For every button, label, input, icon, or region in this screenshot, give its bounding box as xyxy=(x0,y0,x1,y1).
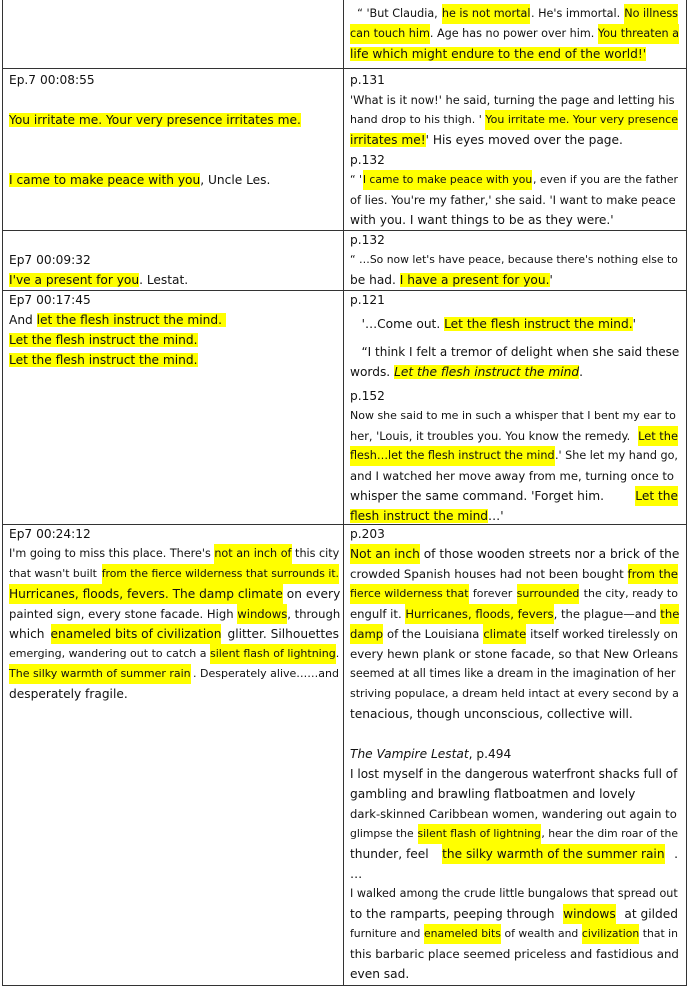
highlighted-text: You irritate me. Your very presence irritates me. xyxy=(9,113,301,127)
highlighted-text: the silky warmth of the summer rain xyxy=(442,844,664,864)
text-line xyxy=(350,564,678,584)
text-line xyxy=(350,604,678,624)
row1-show-cell xyxy=(9,70,339,190)
page-reference: , p.494 xyxy=(468,747,512,761)
text-segment: dark-skinned Caribbean women, wandering out again to xyxy=(350,807,677,821)
text-segment: I walked among the crude little bungalows that spread out xyxy=(350,887,678,900)
text-segment: . Lestat. xyxy=(139,273,189,287)
text-line xyxy=(9,350,339,370)
highlighted-text: No illness xyxy=(624,4,678,24)
highlighted-text: flesh instruct the mind xyxy=(350,509,489,523)
text-line xyxy=(9,624,339,644)
text-line xyxy=(350,110,678,130)
highlighted-text: windows xyxy=(237,604,287,624)
text-segment: painted sign, every stone facade. High xyxy=(9,607,238,621)
text-line xyxy=(9,684,339,704)
text-line xyxy=(350,644,678,664)
text-segment: of wealth and xyxy=(501,927,582,940)
text-line xyxy=(9,544,339,564)
text-line xyxy=(350,784,678,804)
episode-timestamp: Ep.7 00:08:55 xyxy=(9,73,95,87)
text-segment: And xyxy=(9,313,37,327)
text-segment: that wasn't built xyxy=(9,567,101,580)
page-reference: p.132 xyxy=(350,153,385,167)
highlighted-text: Let the flesh instruct the mind. xyxy=(9,333,198,347)
text-segment: emerging, wandering out to catch a xyxy=(9,647,210,660)
highlighted-text: fierce wilderness that xyxy=(350,584,469,604)
text-segment: “ 'But Claudia, xyxy=(350,7,442,20)
text-line xyxy=(350,314,678,334)
row4-book-cell xyxy=(350,524,678,984)
text-line xyxy=(350,884,678,904)
highlighted-text: You irritate me. Your very presence xyxy=(485,110,678,130)
highlighted-text: I came to make peace with you xyxy=(363,170,532,190)
highlighted-text: I've a present for you xyxy=(9,273,140,287)
text-segment: of lies. You're my father,' she said. 'I want to make peace xyxy=(350,193,676,207)
text-segment: gambling and brawling flatboatmen and lovely xyxy=(350,787,636,801)
text-segment: Now she said to me in such a whisper that I bent my ear to xyxy=(350,409,676,422)
show-quote xyxy=(9,110,339,130)
text-segment: “ …So now let's have peace, because there's nothing else to xyxy=(350,253,678,266)
text-segment: striving populace, a dream held intact at every second by a xyxy=(350,687,679,700)
show-quote xyxy=(9,544,339,704)
text-segment: ' xyxy=(632,317,636,331)
text-line xyxy=(350,90,678,110)
text-segment: words. xyxy=(350,365,395,379)
text-line xyxy=(350,544,678,564)
text-segment: … xyxy=(350,867,363,881)
page-reference: p.131 xyxy=(350,73,385,87)
text-line xyxy=(350,764,678,784)
text-segment: of the Louisiana xyxy=(383,627,484,641)
text-segment: . xyxy=(674,847,678,861)
highlighted-text: flesh…let the flesh instruct the mind xyxy=(350,446,555,466)
text-segment: furniture and xyxy=(350,927,424,940)
text-line xyxy=(9,644,339,664)
book-passage xyxy=(350,90,678,150)
highlighted-text: Hurricanes, floods, fevers xyxy=(405,604,553,624)
text-segment: …' xyxy=(488,509,504,523)
show-quote xyxy=(9,170,339,190)
highlighted-text: enameled bits of civilization xyxy=(51,624,222,644)
row4-show-cell xyxy=(9,524,339,704)
text-line xyxy=(350,446,678,466)
text-line xyxy=(9,564,339,584)
book-passage xyxy=(350,544,678,724)
text-line xyxy=(350,704,678,724)
text-segment: on every xyxy=(282,587,341,601)
source-reference xyxy=(350,744,678,764)
text-line xyxy=(350,664,678,684)
text-segment: ' xyxy=(549,273,553,287)
text-segment: ' His eyes moved over the page. xyxy=(425,133,623,147)
text-segment: .' She let my hand go, xyxy=(554,449,678,462)
text-segment: , through xyxy=(287,607,341,621)
book-passage xyxy=(350,342,678,382)
highlighted-text: can touch him xyxy=(350,24,430,44)
text-line xyxy=(350,486,678,506)
show-quote xyxy=(9,270,339,290)
highlighted-text: You threaten a xyxy=(598,24,679,44)
book-passage xyxy=(350,406,678,526)
source-title: The Vampire Lestat xyxy=(350,747,469,761)
text-line xyxy=(350,426,678,446)
row3-book-cell xyxy=(350,290,678,526)
highlighted-text: he is not mortal xyxy=(442,4,531,24)
text-line xyxy=(350,130,678,150)
book-passage xyxy=(350,170,678,230)
table-border-left xyxy=(2,0,3,986)
text-line xyxy=(350,624,678,644)
text-segment: “I think I felt a tremor of delight when she said these xyxy=(350,345,680,359)
text-segment: I'm going to miss this place. There's xyxy=(9,547,215,560)
text-segment: I lost myself in the dangerous waterfront shacks full of xyxy=(350,767,678,781)
text-segment: '…Come out. xyxy=(350,317,445,331)
text-line xyxy=(350,270,678,290)
text-segment: itself worked tirelessly on xyxy=(526,627,678,641)
highlighted-text: Let the xyxy=(638,426,678,446)
text-segment: even sad. xyxy=(350,967,410,981)
book-passage xyxy=(350,250,678,290)
text-line xyxy=(350,804,678,824)
text-segment: . xyxy=(335,647,340,660)
text-line xyxy=(9,170,339,190)
text-segment: , the plague—and xyxy=(553,607,661,621)
text-line xyxy=(9,584,339,604)
highlighted-text: Let the flesh instruct the mind. xyxy=(444,317,633,331)
text-line xyxy=(350,844,678,864)
text-line xyxy=(350,466,678,486)
text-segment: crowded Spanish houses had not been bought xyxy=(350,567,628,581)
highlighted-text: irritates me! xyxy=(350,133,426,147)
text-segment: of those wooden streets nor a brick of the xyxy=(419,547,680,561)
table-border-bottom xyxy=(2,985,686,986)
text-line xyxy=(350,944,678,964)
text-segment: to the ramparts, peeping through xyxy=(350,907,559,921)
highlighted-text: let the flesh instruct the mind. xyxy=(36,313,226,327)
text-segment: , even if you are the father xyxy=(533,173,678,186)
highlighted-text: surrounded xyxy=(517,584,580,604)
highlighted-text: I came to make peace with you xyxy=(9,173,201,187)
text-segment: that in xyxy=(639,927,678,940)
highlighted-text: silent flash of lightning xyxy=(418,824,541,844)
text-segment: . Desperately alive……and xyxy=(193,667,339,680)
row2-book-cell xyxy=(350,230,678,290)
text-segment: the city, ready to xyxy=(580,587,678,600)
text-line xyxy=(350,684,678,704)
highlighted-text: climate xyxy=(483,624,526,644)
table-border-right xyxy=(686,0,687,986)
text-segment: whisper the same command. 'Forget him. xyxy=(350,489,608,503)
highlighted-text: life which might endure to the end of the world!' xyxy=(350,47,647,61)
text-line xyxy=(350,362,678,382)
row1-book-cell xyxy=(350,70,678,230)
text-line xyxy=(9,664,339,684)
highlighted-text: civilization xyxy=(582,924,639,944)
highlighted-text: The silky warmth of summer rain xyxy=(9,664,191,684)
show-quote xyxy=(9,310,339,370)
text-segment: “ ' xyxy=(350,173,362,186)
text-line xyxy=(9,330,339,350)
text-segment: forever xyxy=(469,587,516,600)
text-segment: engulf it. xyxy=(350,607,406,621)
text-segment: seemed at all times like a dream in the imagination of her xyxy=(350,667,676,680)
text-line xyxy=(350,210,678,230)
book-passage xyxy=(350,4,678,64)
highlighted-text: from the fierce wilderness that surrounds it. xyxy=(102,564,339,584)
text-segment: and I watched her move away from me, turning once to xyxy=(350,469,675,483)
text-segment: be had. xyxy=(350,273,400,287)
text-segment: desperately fragile. xyxy=(9,687,128,701)
highlighted-text: windows xyxy=(563,904,616,924)
highlighted-text: Hurricanes, floods, fevers. The damp climate xyxy=(9,584,283,604)
highlighted-text: damp xyxy=(350,624,383,644)
text-line xyxy=(9,110,339,130)
row3-show-cell xyxy=(9,290,339,370)
highlighted-italic-text: Let the flesh instruct the mind xyxy=(394,365,580,379)
text-line xyxy=(350,506,678,526)
text-segment: 'What is it now!' he said, turning the page and letting his xyxy=(350,93,675,107)
page-reference: p.121 xyxy=(350,293,385,307)
text-line xyxy=(350,406,678,426)
text-segment: this city xyxy=(291,547,340,560)
text-segment: tenacious, though unconscious, collective will. xyxy=(350,707,633,721)
row0-book-cell xyxy=(350,4,678,64)
text-line xyxy=(350,4,678,24)
text-line xyxy=(350,170,678,190)
row2-show-cell xyxy=(9,250,339,290)
highlighted-text: Let the flesh instruct the mind. xyxy=(9,353,198,367)
text-line xyxy=(350,24,678,44)
page-reference: p.203 xyxy=(350,527,385,541)
text-line xyxy=(350,904,678,924)
text-line xyxy=(350,864,678,884)
text-segment: this barbaric place seemed priceless and fastidious and xyxy=(350,947,679,961)
highlighted-text: the xyxy=(660,604,679,624)
text-line xyxy=(9,310,339,330)
text-line xyxy=(9,270,339,290)
highlighted-text: enameled bits xyxy=(424,924,501,944)
highlighted-text: Let the xyxy=(635,486,678,506)
highlighted-text: I have a present for you. xyxy=(399,273,550,287)
highlighted-text: from the xyxy=(628,564,679,584)
page-reference: p.132 xyxy=(350,233,385,247)
text-segment: every hewn plank or stone facade, so that New Orleans xyxy=(350,647,679,661)
text-line xyxy=(350,342,678,362)
text-line xyxy=(350,250,678,270)
text-segment: thunder, feel xyxy=(350,847,433,861)
book-passage xyxy=(350,314,678,334)
text-line xyxy=(350,924,678,944)
text-segment: , hear the dim roar of the xyxy=(541,827,678,840)
text-line xyxy=(350,964,678,984)
episode-timestamp: Ep7 00:24:12 xyxy=(9,527,91,541)
episode-timestamp: Ep7 00:17:45 xyxy=(9,293,91,307)
text-segment: which xyxy=(9,627,49,641)
book-passage xyxy=(350,764,678,884)
text-segment: glitter. Silhouettes xyxy=(223,627,339,641)
text-segment: at gilded xyxy=(620,907,678,921)
text-segment: with you. I want things to be as they were.' xyxy=(350,213,614,227)
text-segment: her, 'Louis, it troubles you. You know the remedy. xyxy=(350,429,634,443)
text-line xyxy=(350,584,678,604)
text-segment: glimpse the xyxy=(350,827,418,840)
text-line xyxy=(350,190,678,210)
text-line xyxy=(350,824,678,844)
text-line xyxy=(350,44,678,64)
table-column-divider xyxy=(343,0,344,986)
text-segment: . He's immortal. xyxy=(531,7,624,20)
text-line xyxy=(9,604,339,624)
text-segment: . Age has no power over him. xyxy=(429,27,598,40)
text-segment: , Uncle Les. xyxy=(200,173,271,187)
episode-timestamp: Ep7 00:09:32 xyxy=(9,253,91,267)
highlighted-text: Not an inch xyxy=(350,544,420,564)
text-segment: . xyxy=(579,365,583,379)
page-reference: p.152 xyxy=(350,389,385,403)
highlighted-text: silent flash of lightning xyxy=(210,644,336,664)
row-divider xyxy=(2,68,686,69)
highlighted-text: not an inch of xyxy=(214,544,291,564)
book-passage xyxy=(350,884,678,984)
text-segment: hand drop to his thigh. ' xyxy=(350,113,482,126)
